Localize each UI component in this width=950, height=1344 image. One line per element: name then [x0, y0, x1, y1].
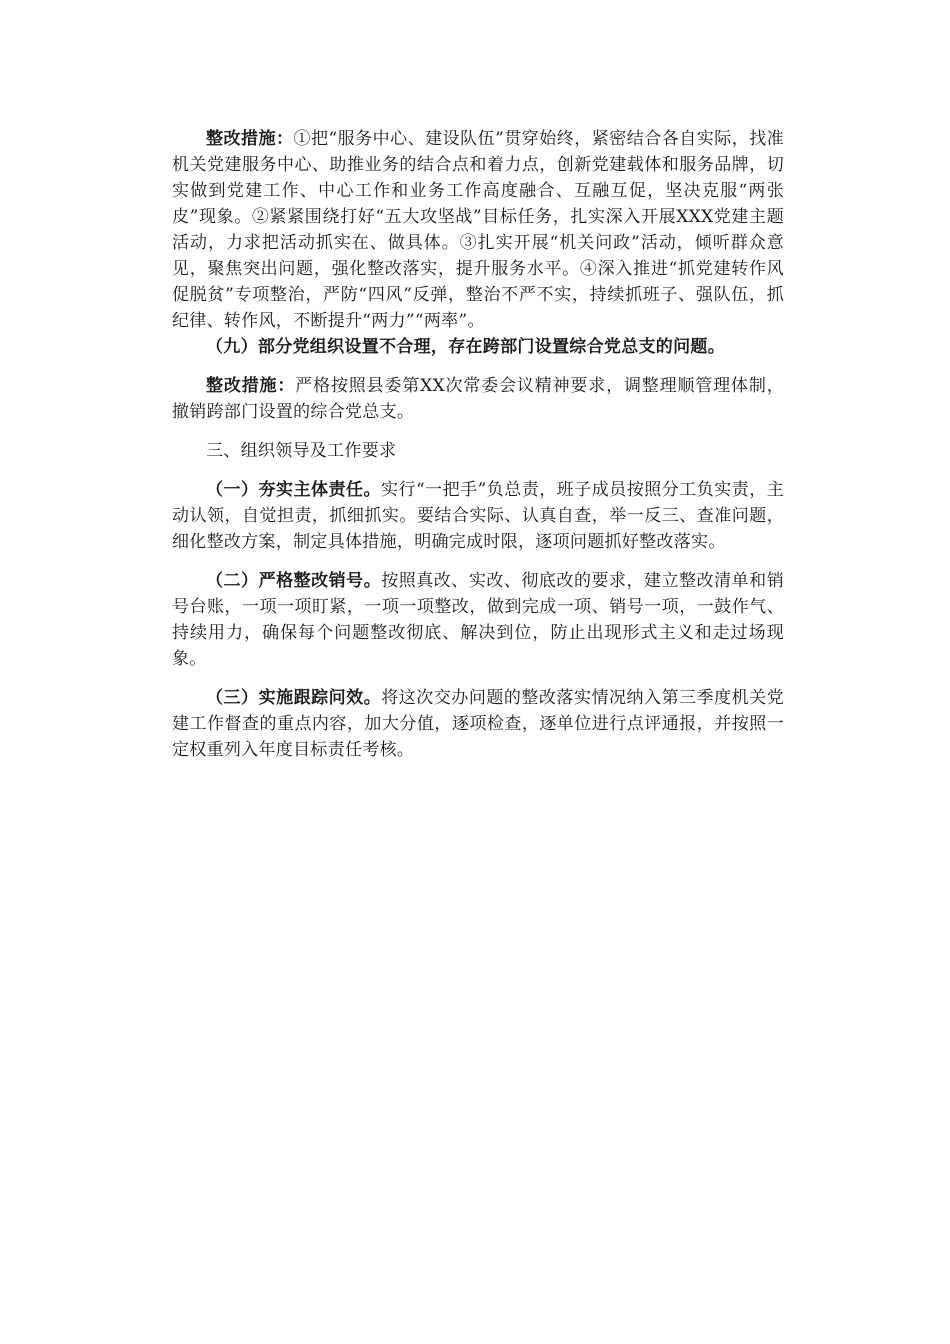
requirement-item-2-text: 按照真改、实改、彻底改的要求，建立整改清单和销号台账，一项一项盯紧，一项一项整改，做到完成一项、销号一项，一鼓作气、持续用力，确保每个问题整改彻底、解决到位，防止出现形式主义和走过场现象。: [172, 571, 784, 669]
document-body: [172, 126, 784, 763]
requirement-item-1: [172, 477, 784, 555]
rectification-measures-text: ①把“服务中心、建设队伍”贯穿始终，紧密结合各自实际，找准机关党建服务中心、助推业务的结合点和着力点，创新党建载体和服务品牌，切实做到党建工作、中心工作和业务工作高度融合、互融互促，坚决克服“两张皮”现象。②紧紧围绕打好“五大攻坚战”目标任务，扎实深入开展XXX党建主题活动，力求把活动抓实在、做具体。③扎实开展“机关问政”活动，倾听群众意见，聚焦突出问题，强化整改落实，提升服务水平。④深入推进“抓党建转作风促脱贫”专项整治，严防“四风”反弹，整治不严不实，持续抓班子、强队伍，抓纪律、转作风，不断提升“两力”“两率”。: [172, 129, 785, 331]
rectification-measures-paragraph-2: [172, 373, 784, 425]
requirement-item-2-label: （二）严格整改销号。: [206, 571, 382, 591]
section-three-title: 三、组织领导及工作要求: [206, 441, 397, 461]
rectification-measures-label: 整改措施：: [206, 129, 294, 149]
requirement-item-3-text: 将这次交办问题的整改落实情况纳入第三季度机关党建工作督查的重点内容，加大分值，逐项检查，逐单位进行点评通报，并按照一定权重列入年度目标责任考核。: [172, 688, 784, 760]
requirement-item-3: [172, 685, 784, 763]
requirement-item-3-label: （三）实施跟踪问效。: [206, 688, 382, 708]
rectification-measures-text-2: 严格按照县委第XX次常委会议精神要求，调整理顺管理体制，撤销跨部门设置的综合党总支。: [172, 376, 785, 422]
rectification-measures-label-2: 整改措施：: [206, 376, 296, 396]
issue-nine-heading: （九）部分党组织设置不合理，存在跨部门设置综合党总支的问题。: [206, 337, 725, 357]
requirement-item-1-text: 实行“一把手”负总责，班子成员按照分工负实责，主动认领，自觉担责，抓细抓实。要结合实际、认真自查，举一反三、查准问题，细化整改方案，制定具体措施，明确完成时限，逐项问题抓好整改落实。: [172, 480, 784, 552]
requirement-item-1-label: （一）夯实主体责任。: [206, 480, 381, 500]
requirement-item-2: [172, 568, 784, 672]
rectification-measures-paragraph-1: [172, 126, 784, 334]
